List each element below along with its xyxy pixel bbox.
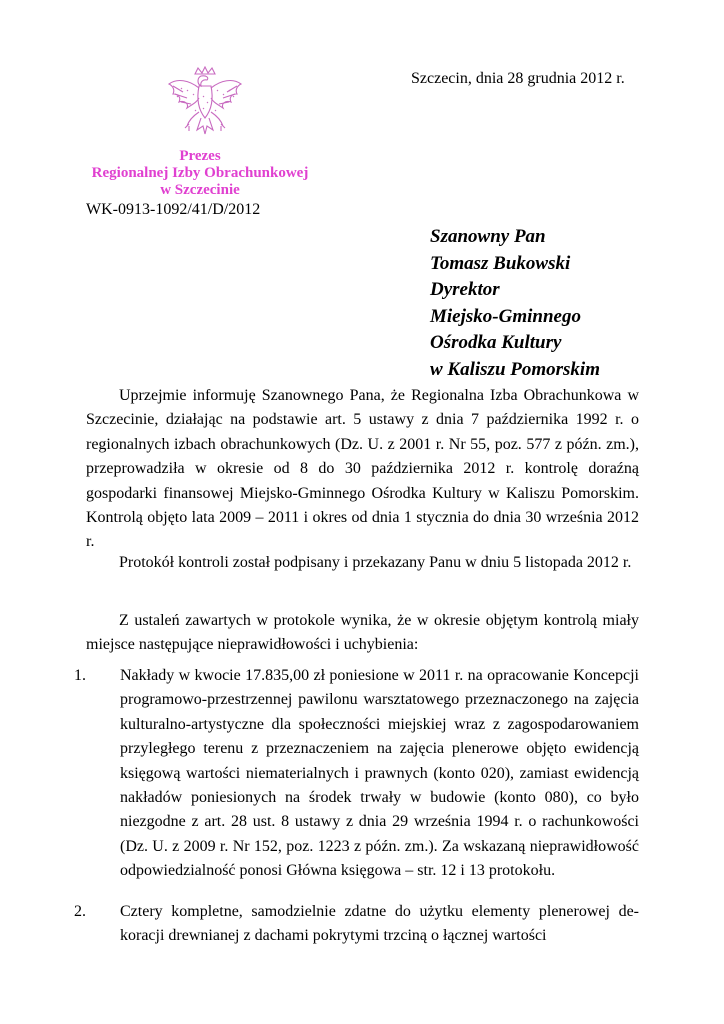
addressee-org-line1: Miejsko-Gminnego bbox=[430, 305, 581, 327]
addressee-block bbox=[430, 224, 600, 384]
institution-name bbox=[80, 148, 320, 199]
paragraph-findings: Z ustaleń zawartych w protokole wynika, że w okresie objętym kontrolą miały miejsce następujące nieprawidłowości i uchybienia: bbox=[86, 612, 639, 654]
finding-item bbox=[74, 900, 639, 949]
institution-line1: Prezes bbox=[179, 148, 221, 164]
paragraph-protocol: Protokół kontroli został podpisany i przekazany Panu w dniu 5 listopada 2012 r. bbox=[119, 554, 632, 571]
finding-number: 2. bbox=[74, 903, 86, 920]
letter-date: Szczecin, dnia 28 grudnia 2012 r. bbox=[411, 70, 625, 87]
addressee-org-line2: Ośrodka Kultury bbox=[430, 332, 562, 354]
finding-text: Nakłady w kwocie 17.835,00 zł poniesione w 2011 r. na opracowanie Koncepcji programowo-przestrzennej pawilonu warsztatowego przeznaczonego na zajęcia kulturalno-artystyczne dla społeczności miejskiej wraz z zagospodarowaniem przyległego terenu z przeznaczeniem na zajęcia plenerowe objęto ewidencją księgową wartości niematerialnych i prawnych (konto 020), zamiast ewidencją nakładów poniesionych na środek trwały w budowie (konto 080), co było niezgodne z art. 28 ust. 8 ustawy z dnia 29 września 1994 r. o rachunkowości (Dz. U. z 2009 r. Nr 152, poz. 1223 z późn. zm.). Za wskazaną nieprawidłowość odpowiedzialność ponosi Główna księgowa – str. 12 i 13 protokołu. bbox=[120, 667, 639, 880]
finding-number: 1. bbox=[74, 667, 86, 684]
institution-line2: Regionalnej Izby Obrachunkowej bbox=[91, 165, 309, 181]
finding-item bbox=[74, 664, 639, 884]
addressee-org-line3: w Kaliszu Pomorskim bbox=[430, 358, 600, 380]
polish-eagle-emblem-icon bbox=[167, 66, 243, 150]
addressee-name: Tomasz Bukowski bbox=[430, 252, 571, 274]
addressee-title: Dyrektor bbox=[430, 279, 500, 301]
addressee-salutation: Szanowny Pan bbox=[430, 226, 546, 247]
reference-number: WK-0913-1092/41/D/2012 bbox=[86, 201, 261, 218]
institution-line3: w Szczecinie bbox=[160, 182, 240, 198]
finding-text: Cztery kompletne, samodzielnie zdatne do użytku elementy plenerowej dekoracji drewnianej z dachami pokrytymi trzciną o łącznej wartości bbox=[120, 903, 639, 945]
paragraph-intro: Uprzejmie informuję Szanownego Pana, że Regionalna Izba Obrachunkowa w Szczecinie, działając na podstawie art. 5 ustawy z dnia 7 października 1992 r. o regionalnych izbach obrachunkowych (Dz. U. z 2001 r. Nr 55, poz. 577 z późn. zm.), przeprowadziła w okresie od 8 do 30 października 2012 r. kontrolę doraźną gospodarki finansowej Miejsko-Gminnego Ośrodka Kultury w Kaliszu Pomorskim. Kontrolą objęto lata 2009 – 2011 i okres od dnia 1 stycznia do dnia 30 września 2012 r. bbox=[86, 387, 639, 551]
